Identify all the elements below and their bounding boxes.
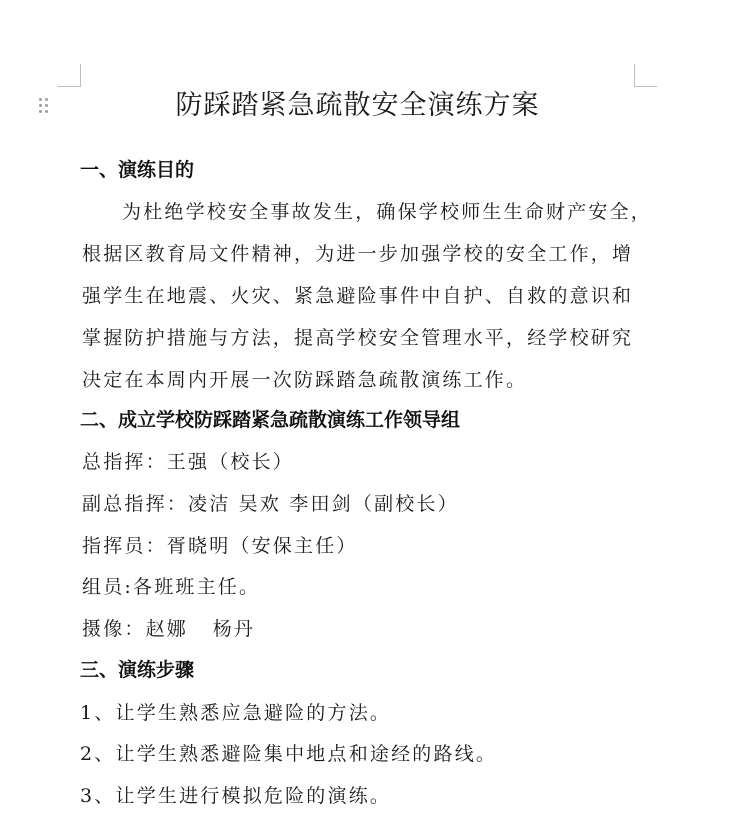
paragraph-line: 决定在本周内开展一次防踩踏急疏散演练工作。 bbox=[82, 369, 528, 391]
leadership-line-camera: 摄像：赵娜 杨丹 bbox=[82, 618, 256, 640]
leadership-line-deputy: 副总指挥：凌洁 吴欢 李田剑（副校长） bbox=[82, 493, 459, 515]
paragraph-line: 根据区教育局文件精神，为进一步加强学校的安全工作，增 bbox=[82, 243, 634, 265]
page-corner-mark-top-right bbox=[634, 64, 657, 87]
paragraph-line: 掌握防护措施与方法，提高学校安全管理水平，经学校研究 bbox=[82, 327, 634, 349]
leadership-line-commander: 总指挥：王强（校长） bbox=[82, 451, 295, 473]
leadership-line-members: 组员:各班班主任。 bbox=[82, 576, 261, 598]
step-item: 3、让学生进行模拟危险的演练。 bbox=[80, 785, 392, 807]
section-heading-steps: 三、演练步骤 bbox=[80, 659, 195, 681]
paragraph-line: 为杜绝学校安全事故发生，确保学校师生生命财产安全， bbox=[122, 201, 653, 223]
step-item: 1、让学生熟悉应急避险的方法。 bbox=[80, 702, 392, 724]
section-heading-leadership: 二、成立学校防踩踏紧急疏散演练工作领导组 bbox=[80, 409, 461, 431]
section-heading-purpose: 一、演练目的 bbox=[80, 159, 195, 181]
step-item: 2、让学生熟悉避险集中地点和途经的路线。 bbox=[80, 743, 498, 765]
leadership-line-director: 指挥员：胥晓明（安保主任） bbox=[82, 535, 358, 557]
paragraph-line: 强学生在地震、火灾、紧急避险事件中自护、自救的意识和 bbox=[82, 285, 634, 307]
document-title: 防踩踏紧急疏散安全演练方案 bbox=[175, 90, 540, 121]
page-corner-mark-top-left bbox=[58, 64, 81, 87]
